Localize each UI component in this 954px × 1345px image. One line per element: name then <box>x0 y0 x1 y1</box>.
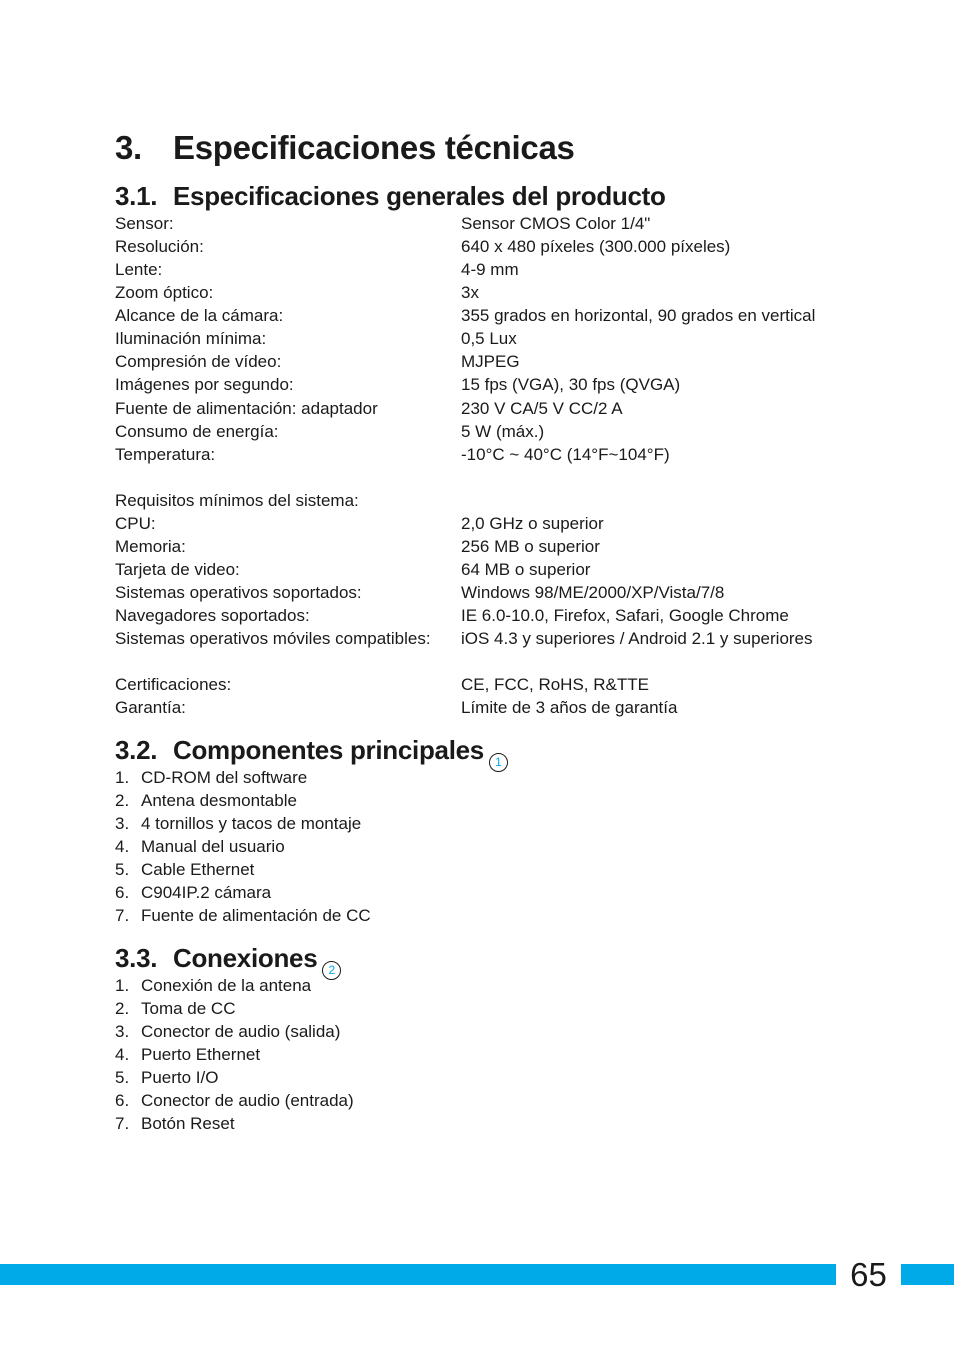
spec-value: 15 fps (VGA), 30 fps (QVGA) <box>461 375 681 395</box>
list-item <box>115 1020 815 1043</box>
spec-label: Requisitos mínimos del sistema: <box>115 490 359 510</box>
spec-row <box>115 350 855 373</box>
spec-row <box>115 397 855 420</box>
spec-value: 4-9 mm <box>461 260 519 280</box>
spec-value: 0,5 Lux <box>461 329 517 349</box>
connections-list <box>115 974 815 1135</box>
spec-label: Iluminación mínima: <box>115 329 267 349</box>
spec-row <box>115 489 855 512</box>
spec-label: Tarjeta de video: <box>115 559 240 579</box>
spec-label: Lente: <box>115 260 163 280</box>
footer-accent-bar <box>0 1264 954 1285</box>
spec-table <box>115 212 855 719</box>
list-item <box>115 858 815 881</box>
spec-row <box>115 443 855 466</box>
spec-value: 355 grados en horizontal, 90 grados en vertical <box>461 306 816 326</box>
spec-label: Memoria: <box>115 536 186 556</box>
spec-label: Resolución: <box>115 237 204 257</box>
list-item <box>115 1112 815 1135</box>
list-text: Toma de CC <box>141 999 236 1019</box>
figure-ref-badge: 2 <box>322 961 341 980</box>
title-number: 3. <box>115 129 142 166</box>
list-text: Botón Reset <box>141 1114 235 1134</box>
spec-value: IE 6.0-10.0, Firefox, Safari, Google Chrome <box>461 606 789 626</box>
list-number: 1. <box>115 768 130 787</box>
spec-value: 256 MB o superior <box>461 536 600 556</box>
list-text: Conector de audio (salida) <box>141 1022 341 1042</box>
spec-value: 64 MB o superior <box>461 559 591 579</box>
spec-row-spacer <box>115 466 855 489</box>
list-number: 1. <box>115 976 130 995</box>
list-item <box>115 835 815 858</box>
list-number: 2. <box>115 791 130 811</box>
spec-value: Límite de 3 años de garantía <box>461 698 678 718</box>
spec-label: Zoom óptico: <box>115 283 214 303</box>
list-number: 6. <box>115 1091 130 1111</box>
spec-label: Sistemas operativos soportados: <box>115 583 362 602</box>
list-number: 6. <box>115 883 130 903</box>
spec-row <box>115 581 855 604</box>
spec-row <box>115 258 855 281</box>
list-number: 3. <box>115 814 130 834</box>
spec-label: Sensor: <box>115 214 174 233</box>
spec-row <box>115 327 855 350</box>
spec-label: Certificaciones: <box>115 675 232 695</box>
title-text: Especificaciones técnicas <box>173 129 575 166</box>
list-text: Puerto I/O <box>141 1068 219 1088</box>
list-text: Cable Ethernet <box>141 860 255 880</box>
spec-value: Windows 98/ME/2000/XP/Vista/7/8 <box>461 583 725 602</box>
list-item <box>115 881 815 904</box>
list-text: 4 tornillos y tacos de montaje <box>141 814 362 834</box>
spec-row <box>115 673 855 696</box>
list-item <box>115 1043 815 1066</box>
spec-row <box>115 420 855 443</box>
list-item <box>115 789 815 812</box>
spec-value: 230 V CA/5 V CC/2 A <box>461 398 623 418</box>
list-text: Puerto Ethernet <box>141 1045 261 1065</box>
spec-value: Sensor CMOS Color 1/4" <box>461 214 651 233</box>
list-number: 7. <box>115 906 130 926</box>
list-number: 4. <box>115 837 130 857</box>
list-item <box>115 766 815 789</box>
list-item <box>115 1089 815 1112</box>
spec-row <box>115 212 855 235</box>
spec-row-spacer <box>115 650 855 673</box>
list-number: 3. <box>115 1022 130 1042</box>
figure-ref-badge: 1 <box>489 753 508 772</box>
section-number: 3.3. <box>115 943 158 973</box>
list-text: Conector de audio (entrada) <box>141 1091 354 1111</box>
spec-value: CE, FCC, RoHS, R&TTE <box>461 675 649 695</box>
list-number: 5. <box>115 860 130 880</box>
list-text: Conexión de la antena <box>141 976 312 995</box>
spec-row <box>115 604 855 627</box>
list-number: 2. <box>115 999 130 1019</box>
list-number: 7. <box>115 1114 130 1134</box>
list-item <box>115 1066 815 1089</box>
spec-row <box>115 304 855 327</box>
spec-label: Sistemas operativos móviles compatibles: <box>115 629 431 649</box>
spec-value: 3x <box>461 283 479 303</box>
spec-row <box>115 373 855 396</box>
section-number: 3.1. <box>115 181 158 211</box>
spec-value: 2,0 GHz o superior <box>461 513 604 533</box>
spec-label: Compresión de vídeo: <box>115 352 282 372</box>
components-list <box>115 766 815 927</box>
spec-label: Navegadores soportados: <box>115 606 310 626</box>
spec-row <box>115 235 855 258</box>
list-text: Antena desmontable <box>141 791 297 811</box>
spec-row <box>115 535 855 558</box>
list-number: 5. <box>115 1068 130 1088</box>
list-item <box>115 997 815 1020</box>
list-text: CD-ROM del software <box>141 768 308 787</box>
spec-row <box>115 558 855 581</box>
list-item <box>115 812 815 835</box>
spec-label: Garantía: <box>115 698 186 718</box>
spec-value: 640 x 480 píxeles (300.000 píxeles) <box>461 237 731 257</box>
list-text: C904IP.2 cámara <box>141 883 272 903</box>
section-title: Conexiones <box>173 943 318 973</box>
spec-label: CPU: <box>115 513 156 533</box>
spec-row <box>115 627 855 650</box>
spec-value: -10°C ~ 40°C (14°F~104°F) <box>461 444 670 464</box>
section-heading-general-specs <box>115 181 666 211</box>
spec-value: MJPEG <box>461 352 520 372</box>
spec-value: iOS 4.3 y superiores / Android 2.1 y superiores <box>461 629 813 649</box>
spec-row <box>115 696 855 719</box>
spec-label: Temperatura: <box>115 444 216 464</box>
spec-label: Alcance de la cámara: <box>115 306 284 326</box>
list-text: Fuente de alimentación de CC <box>141 906 371 926</box>
section-title: Especificaciones generales del producto <box>173 181 666 211</box>
section-number: 3.2. <box>115 735 158 765</box>
spec-row <box>115 512 855 535</box>
spec-label: Consumo de energía: <box>115 421 279 441</box>
list-number: 4. <box>115 1045 130 1065</box>
spec-label: Imágenes por segundo: <box>115 375 294 395</box>
section-title: Componentes principales <box>173 735 484 765</box>
spec-row <box>115 281 855 304</box>
list-item <box>115 974 815 997</box>
list-text: Manual del usuario <box>141 837 285 857</box>
page-title <box>115 126 575 170</box>
spec-value: 5 W (máx.) <box>461 421 545 441</box>
page-number: 65 <box>836 1254 901 1296</box>
list-item <box>115 904 815 927</box>
spec-label: Fuente de alimentación: adaptador <box>115 398 378 418</box>
